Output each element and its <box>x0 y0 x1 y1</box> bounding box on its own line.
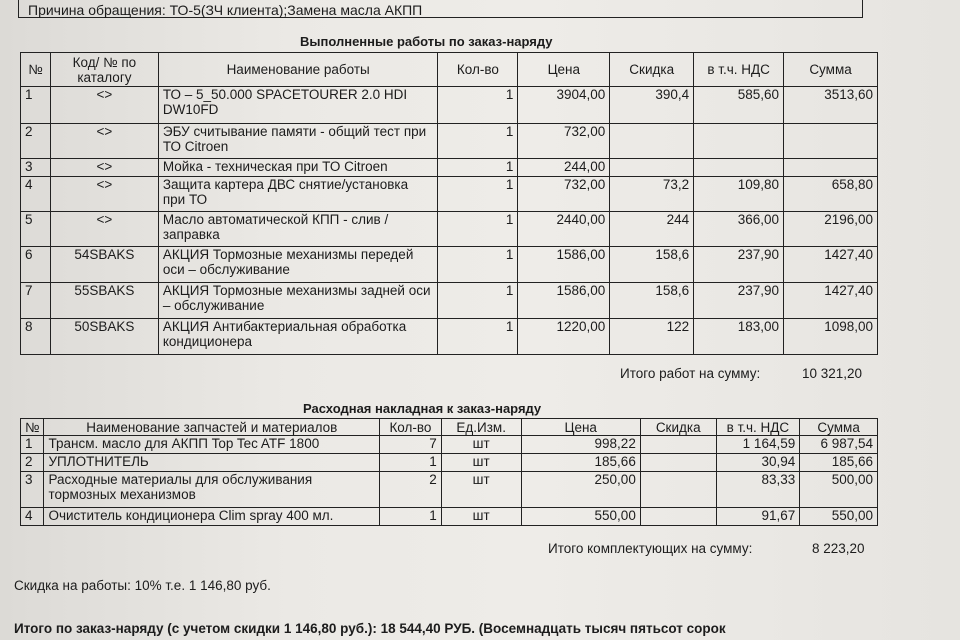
works-cell-name: Масло автоматической КПП - слив / заправка <box>158 212 438 247</box>
parts-col-num: № <box>21 419 44 436</box>
works-cell-name: АКЦИЯ Тормозные механизмы задней оси – обслуживание <box>158 283 438 319</box>
parts-cell-discount <box>640 454 716 472</box>
works-cell-sum: 2196,00 <box>784 212 878 247</box>
works-cell-qty: 1 <box>438 283 518 319</box>
works-row <box>21 87 878 124</box>
works-cell-sum: 1427,40 <box>784 247 878 283</box>
parts-cell-name: Расходные материалы для обслуживания тормозных механизмов <box>44 472 380 508</box>
works-cell-code: <> <box>50 177 158 212</box>
parts-header-row <box>21 419 878 436</box>
parts-col-qty: Кол-во <box>380 419 442 436</box>
works-cell-discount: 390,4 <box>610 87 694 124</box>
parts-cell-price: 998,22 <box>521 436 640 454</box>
works-cell-price: 1220,00 <box>518 319 610 355</box>
parts-col-price: Цена <box>521 419 640 436</box>
works-col-discount: Скидка <box>610 53 694 87</box>
works-cell-price: 732,00 <box>518 124 610 159</box>
works-cell-price: 3904,00 <box>518 87 610 124</box>
parts-cell-name: Очиститель кондиционера Clim spray 400 мл. <box>44 508 380 526</box>
works-cell-vat: 585,60 <box>694 87 784 124</box>
works-col-vat: в т.ч. НДС <box>694 53 784 87</box>
works-cell-vat <box>694 159 784 177</box>
parts-cell-unit: шт <box>441 436 521 454</box>
parts-cell-sum: 6 987,54 <box>800 436 878 454</box>
works-cell-qty: 1 <box>438 159 518 177</box>
parts-cell-qty: 1 <box>380 508 442 526</box>
works-cell-discount: 244 <box>610 212 694 247</box>
works-cell-num: 1 <box>21 87 51 124</box>
works-cell-code: <> <box>50 212 158 247</box>
parts-cell-qty: 7 <box>380 436 442 454</box>
parts-col-name: Наименование запчастей и материалов <box>44 419 380 436</box>
works-cell-name: Мойка - техническая при ТО Citroen <box>158 159 438 177</box>
parts-row <box>21 436 878 454</box>
parts-col-unit: Ед.Изм. <box>441 419 521 436</box>
parts-cell-num: 1 <box>21 436 44 454</box>
works-cell-discount: 73,2 <box>610 177 694 212</box>
works-cell-qty: 1 <box>438 177 518 212</box>
works-cell-sum <box>784 124 878 159</box>
works-total-value: 10 321,20 <box>802 366 863 381</box>
works-col-num: № <box>21 53 51 87</box>
grand-total-line: Итого по заказ-наряду (с учетом скидки 1 146,80 руб.): 18 544,40 РУБ. (Восемнадцать тысяч пятьсот сорок <box>14 621 726 636</box>
works-cell-sum: 1098,00 <box>784 319 878 355</box>
works-cell-qty: 1 <box>438 87 518 124</box>
parts-cell-discount <box>640 472 716 508</box>
parts-cell-unit: шт <box>441 508 521 526</box>
parts-col-discount: Скидка <box>640 419 716 436</box>
parts-col-sum: Сумма <box>800 419 878 436</box>
works-cell-sum: 1427,40 <box>784 283 878 319</box>
parts-cell-sum: 500,00 <box>800 472 878 508</box>
works-cell-price: 1586,00 <box>518 247 610 283</box>
parts-cell-price: 550,00 <box>521 508 640 526</box>
parts-cell-price: 185,66 <box>521 454 640 472</box>
parts-cell-name: УПЛОТНИТЕЛЬ <box>44 454 380 472</box>
works-cell-price: 244,00 <box>518 159 610 177</box>
works-cell-name: ТО – 5_50.000 SPACETOURER 2.0 HDI DW10FD <box>158 87 438 124</box>
works-cell-discount <box>610 124 694 159</box>
parts-cell-num: 3 <box>21 472 44 508</box>
parts-cell-qty: 2 <box>380 472 442 508</box>
works-cell-code: <> <box>50 159 158 177</box>
works-cell-name: АКЦИЯ Тормозные механизмы передей оси – обслуживание <box>158 247 438 283</box>
works-cell-price: 1586,00 <box>518 283 610 319</box>
parts-title: Расходная накладная к заказ-наряду <box>303 401 542 416</box>
works-col-price: Цена <box>518 53 610 87</box>
parts-cell-discount <box>640 436 716 454</box>
parts-row <box>21 508 878 526</box>
parts-cell-price: 250,00 <box>521 472 640 508</box>
works-row <box>21 319 878 355</box>
parts-cell-vat: 91,67 <box>716 508 800 526</box>
parts-col-vat: в т.ч. НДС <box>716 419 800 436</box>
parts-row <box>21 454 878 472</box>
works-cell-code: 50SBAKS <box>50 319 158 355</box>
works-row <box>21 177 878 212</box>
works-total-label: Итого работ на сумму: <box>620 366 761 381</box>
reason-text: Причина обращения: ТО-5(ЗЧ клиента);Замена масла АКПП <box>28 2 423 18</box>
works-cell-vat: 237,90 <box>694 283 784 319</box>
parts-cell-unit: шт <box>441 472 521 508</box>
works-cell-name: ЭБУ считывание памяти - общий тест при ТО Citroen <box>158 124 438 159</box>
works-cell-vat: 366,00 <box>694 212 784 247</box>
parts-total-label: Итого комплектующих на сумму: <box>548 541 753 556</box>
works-row <box>21 283 878 319</box>
parts-cell-unit: шт <box>441 454 521 472</box>
discount-line: Скидка на работы: 10% т.е. 1 146,80 руб. <box>14 578 271 593</box>
works-cell-num: 4 <box>21 177 51 212</box>
works-row <box>21 247 878 283</box>
works-table <box>20 52 878 355</box>
works-cell-discount: 122 <box>610 319 694 355</box>
works-header-row <box>21 53 878 87</box>
parts-cell-name: Трансм. масло для АКПП Top Tec ATF 1800 <box>44 436 380 454</box>
works-cell-num: 7 <box>21 283 51 319</box>
works-cell-vat: 109,80 <box>694 177 784 212</box>
works-cell-sum: 3513,60 <box>784 87 878 124</box>
works-cell-code: 55SBAKS <box>50 283 158 319</box>
parts-cell-vat: 30,94 <box>716 454 800 472</box>
works-cell-vat: 183,00 <box>694 319 784 355</box>
works-title: Выполненные работы по заказ-наряду <box>300 34 553 49</box>
parts-cell-num: 4 <box>21 508 44 526</box>
parts-total-value: 8 223,20 <box>812 541 865 556</box>
works-cell-num: 6 <box>21 247 51 283</box>
works-cell-qty: 1 <box>438 247 518 283</box>
works-cell-num: 3 <box>21 159 51 177</box>
works-cell-name: Защита картера ДВС снятие/установка при ТО <box>158 177 438 212</box>
works-col-name: Наименование работы <box>158 53 438 87</box>
works-row <box>21 212 878 247</box>
works-cell-qty: 1 <box>438 212 518 247</box>
works-cell-qty: 1 <box>438 124 518 159</box>
works-cell-num: 2 <box>21 124 51 159</box>
parts-cell-qty: 1 <box>380 454 442 472</box>
parts-table <box>20 418 878 526</box>
works-cell-qty: 1 <box>438 319 518 355</box>
works-cell-code: <> <box>50 124 158 159</box>
parts-cell-sum: 185,66 <box>800 454 878 472</box>
works-row <box>21 124 878 159</box>
works-cell-price: 732,00 <box>518 177 610 212</box>
works-col-sum: Сумма <box>784 53 878 87</box>
works-col-qty: Кол-во <box>438 53 518 87</box>
works-cell-name: АКЦИЯ Антибактериальная обработка кондиционера <box>158 319 438 355</box>
parts-cell-vat: 1 164,59 <box>716 436 800 454</box>
works-cell-sum: 658,80 <box>784 177 878 212</box>
parts-cell-sum: 550,00 <box>800 508 878 526</box>
parts-row <box>21 472 878 508</box>
works-col-code: Код/ № по каталогу <box>50 53 158 87</box>
parts-cell-num: 2 <box>21 454 44 472</box>
parts-cell-vat: 83,33 <box>716 472 800 508</box>
works-cell-num: 5 <box>21 212 51 247</box>
works-cell-vat <box>694 124 784 159</box>
works-cell-discount: 158,6 <box>610 283 694 319</box>
works-row <box>21 159 878 177</box>
works-cell-vat: 237,90 <box>694 247 784 283</box>
works-cell-code: <> <box>50 87 158 124</box>
works-cell-discount <box>610 159 694 177</box>
works-cell-code: 54SBAKS <box>50 247 158 283</box>
works-cell-num: 8 <box>21 319 51 355</box>
works-cell-sum <box>784 159 878 177</box>
parts-cell-discount <box>640 508 716 526</box>
works-cell-price: 2440,00 <box>518 212 610 247</box>
works-cell-discount: 158,6 <box>610 247 694 283</box>
